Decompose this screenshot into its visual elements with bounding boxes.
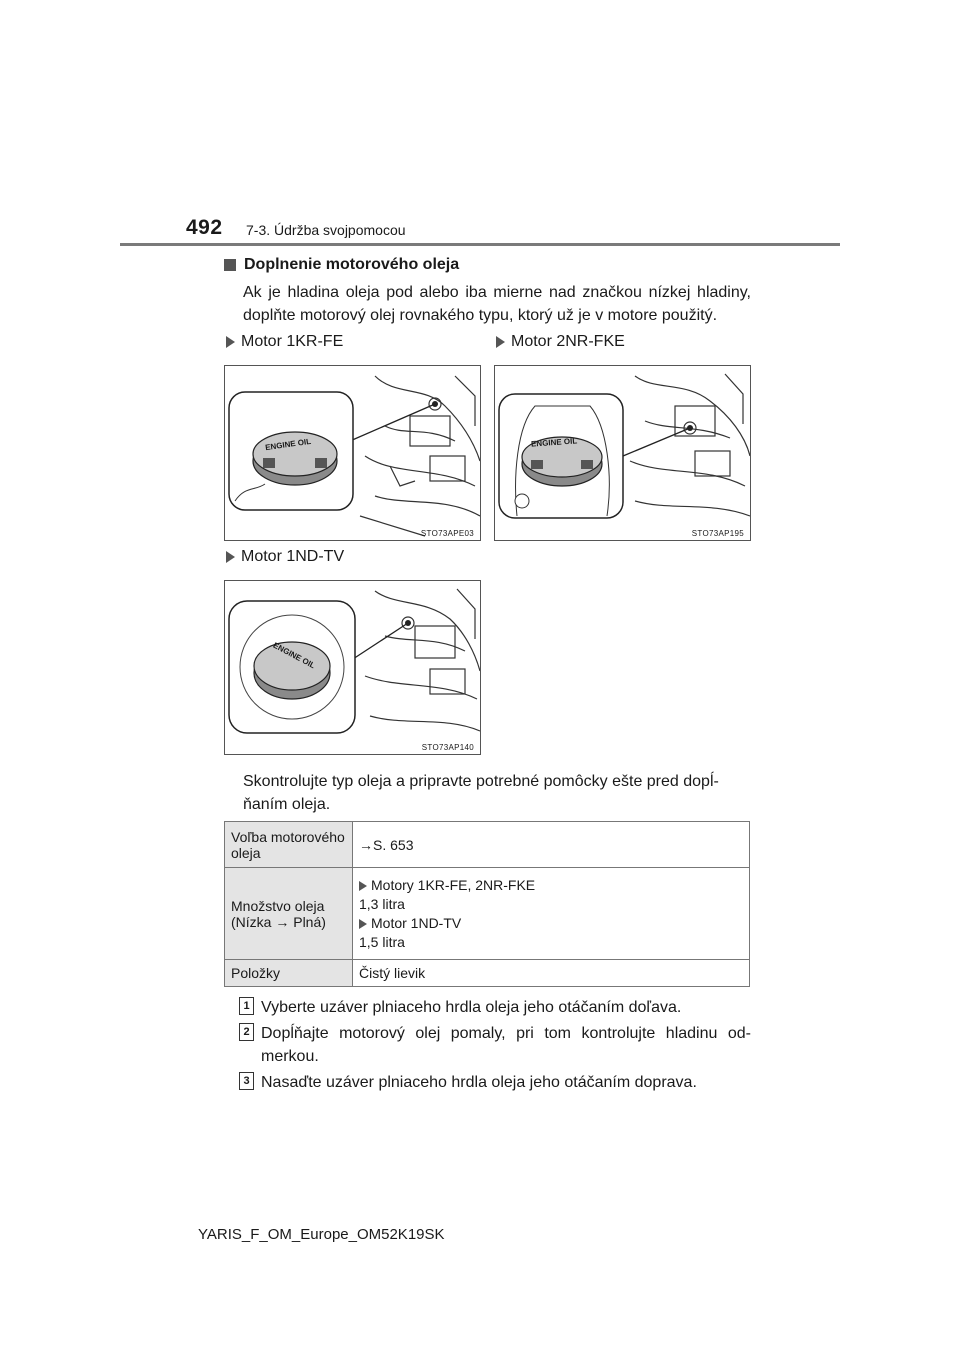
engine-oil-cap-illustration	[225, 366, 480, 540]
step-3	[239, 1071, 751, 1094]
header-rule	[120, 243, 840, 246]
triangle-bullet-icon	[359, 919, 367, 929]
check-paragraph: Skontrolujte typ oleja a pripravte potrebné pomôcky ešte pred dopĺ-ňaním oleja.	[243, 773, 719, 813]
table-header-cell: Voľba motorového oleja	[225, 822, 353, 868]
figure-1kr-fe	[224, 365, 481, 541]
step-number: 3	[239, 1072, 254, 1090]
engine-oil-cap-illustration	[495, 366, 750, 540]
figure-2nr-fke	[494, 365, 751, 541]
figure-code: STO73AP140	[421, 743, 474, 752]
figure-label-1nd: Motor 1ND-TV	[226, 548, 344, 566]
intro-paragraph: Ak je hladina oleja pod alebo iba mierne nad značkou nízkej hladiny, doplňte motorový olej rovnakého typu, ktorý už je v motore použitý.	[243, 284, 751, 324]
step-text: Vyberte uzáver plniaceho hrdla oleja jeho otáčaním doľava.	[261, 999, 682, 1016]
figure-1nd-tv	[224, 580, 481, 755]
table-value-cell: Motory 1KR-FE, 2NR-FKE 1,3 litra Motor 1ND-TV 1,5 litra	[353, 868, 750, 960]
step-text: Dopĺňajte motorový olej pomaly, pri tom kontrolujte hladinu od-merkou.	[261, 1025, 751, 1065]
document-footer: YARIS_F_OM_Europe_OM52K19SK	[198, 1226, 445, 1243]
table-row	[225, 960, 750, 987]
square-bullet-icon	[224, 259, 236, 271]
table-header-cell: Množstvo oleja (Nízka → Plná)	[225, 868, 353, 960]
heading-text: Doplnenie motorového oleja	[244, 256, 460, 273]
oil-spec-table	[224, 821, 750, 987]
figure-code: STO73AP195	[691, 529, 744, 538]
table-header-cell: Položky	[225, 960, 353, 987]
step-number: 2	[239, 1023, 254, 1041]
figure-code: STO73APE03	[420, 529, 474, 538]
cap-label: ENGINE OIL	[530, 436, 578, 449]
table-value-cell: Čistý lievik	[353, 960, 750, 987]
step-text: Nasaďte uzáver plniaceho hrdla oleja jeho otáčaním doprava.	[261, 1074, 697, 1091]
cap-label: ENGINE OIL	[271, 640, 317, 671]
table-row	[225, 822, 750, 868]
step-1	[239, 996, 751, 1019]
page-number: 492	[186, 216, 223, 239]
triangle-bullet-icon	[359, 881, 367, 891]
figure-label-1kr: Motor 1KR-FE	[226, 333, 343, 351]
triangle-bullet-icon	[226, 336, 235, 348]
step-number: 1	[239, 997, 254, 1015]
cap-label: ENGINE OIL	[264, 436, 312, 453]
step-2	[239, 1022, 751, 1068]
table-value-cell: →S. 653	[353, 822, 750, 868]
section-heading	[224, 256, 459, 274]
section-title: 7-3. Údržba svojpomocou	[246, 222, 406, 238]
triangle-bullet-icon	[496, 336, 505, 348]
figure-label-2nr: Motor 2NR-FKE	[496, 333, 625, 351]
triangle-bullet-icon	[226, 551, 235, 563]
table-row	[225, 868, 750, 960]
engine-oil-cap-illustration	[225, 581, 480, 754]
